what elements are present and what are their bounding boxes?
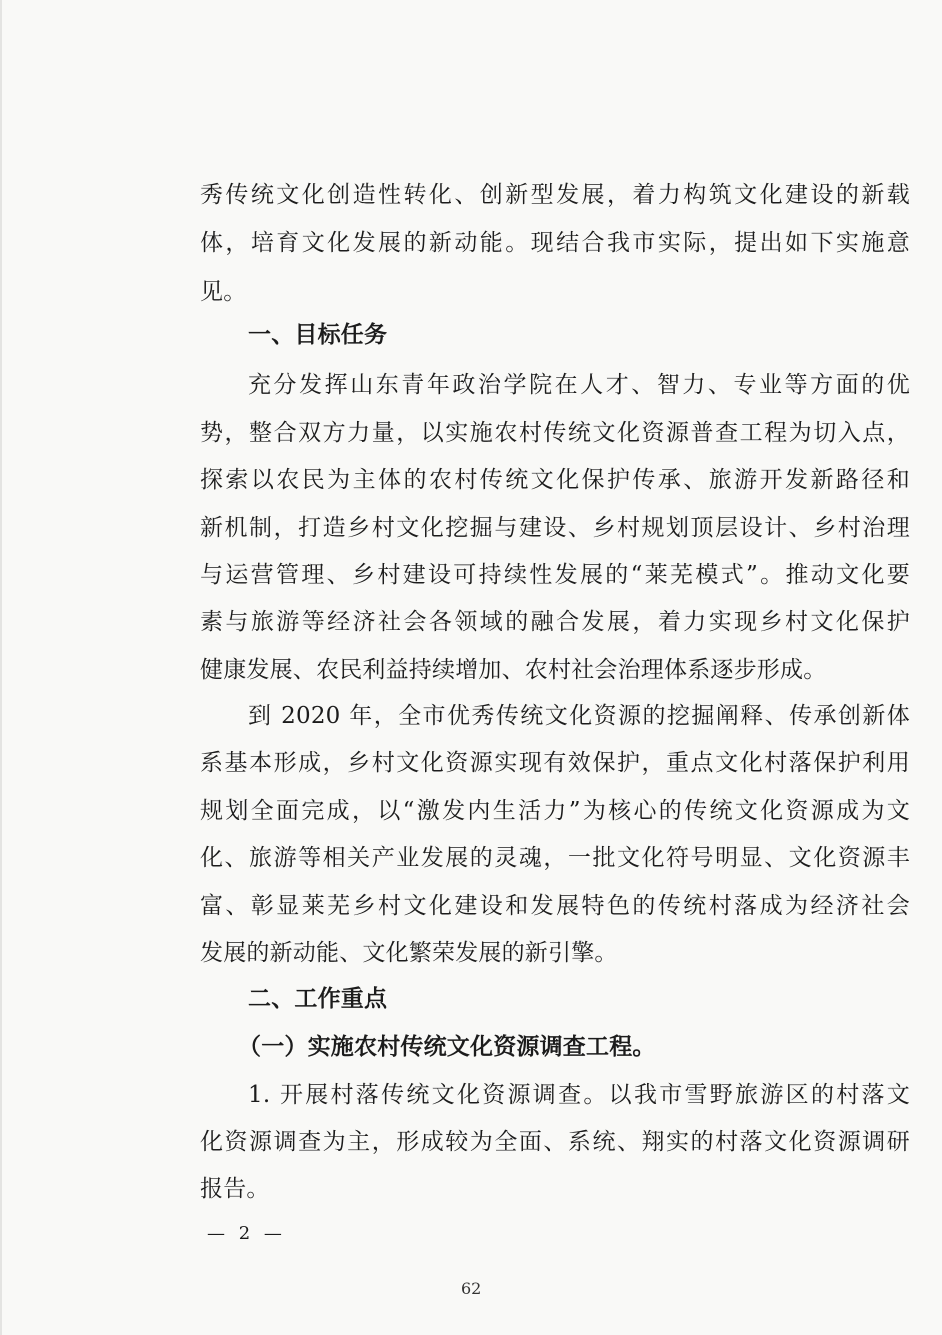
body-line: 系基本形成，乡村文化资源实现有效保护，重点文化村落保护利用 (200, 750, 910, 776)
section-heading-focus: 二、工作重点 (248, 986, 388, 1012)
footer-page-number: 62 (461, 1279, 482, 1298)
body-line: 充分发挥山东青年政治学院在人才、智力、专业等方面的优 (248, 372, 910, 398)
body-line: 探索以农民为主体的农村传统文化保护传承、旅游开发新路径和 (200, 467, 910, 493)
body-line: 新机制，打造乡村文化挖掘与建设、乡村规划顶层设计、乡村治理 (200, 515, 910, 541)
body-line: 报告。 (200, 1176, 270, 1202)
body-line: 发展的新动能、文化繁荣发展的新引擎。 (200, 940, 618, 966)
body-line: 到 2020 年，全市优秀传统文化资源的挖掘阐释、传承创新体 (248, 703, 910, 729)
body-line: 与运营管理、乡村建设可持续性发展的“莱芜模式”。推动文化要 (200, 562, 910, 588)
subsection-heading: （一）实施农村传统文化资源调查工程。 (238, 1033, 656, 1060)
body-line: 1. 开展村落传统文化资源调查。以我市雪野旅游区的村落文 (248, 1082, 910, 1108)
body-line: 体，培育文化发展的新动能。现结合我市实际，提出如下实施意 (200, 230, 910, 256)
body-line: 素与旅游等经济社会各领域的融合发展，着力实现乡村文化保护 (200, 609, 910, 635)
body-line: 化、旅游等相关产业发展的灵魂，一批文化符号明显、文化资源丰 (200, 845, 910, 871)
body-line: 规划全面完成，以“激发内生活力”为核心的传统文化资源成为文 (200, 798, 910, 824)
page-number: — 2 — (207, 1223, 286, 1244)
body-line: 健康发展、农民利益持续增加、农村社会治理体系逐步形成。 (200, 657, 827, 683)
body-line: 化资源调查为主，形成较为全面、系统、翔实的村落文化资源调研 (200, 1129, 910, 1155)
body-line: 富、彰显莱芜乡村文化建设和发展特色的传统村落成为经济社会 (200, 893, 910, 919)
body-line: 势，整合双方力量，以实施农村传统文化资源普查工程为切入点， (200, 420, 910, 446)
body-line: 秀传统文化创造性转化、创新型发展，着力构筑文化建设的新载 (200, 182, 910, 208)
body-line: 见。 (200, 279, 247, 305)
section-heading-targets: 一、目标任务 (248, 322, 388, 348)
